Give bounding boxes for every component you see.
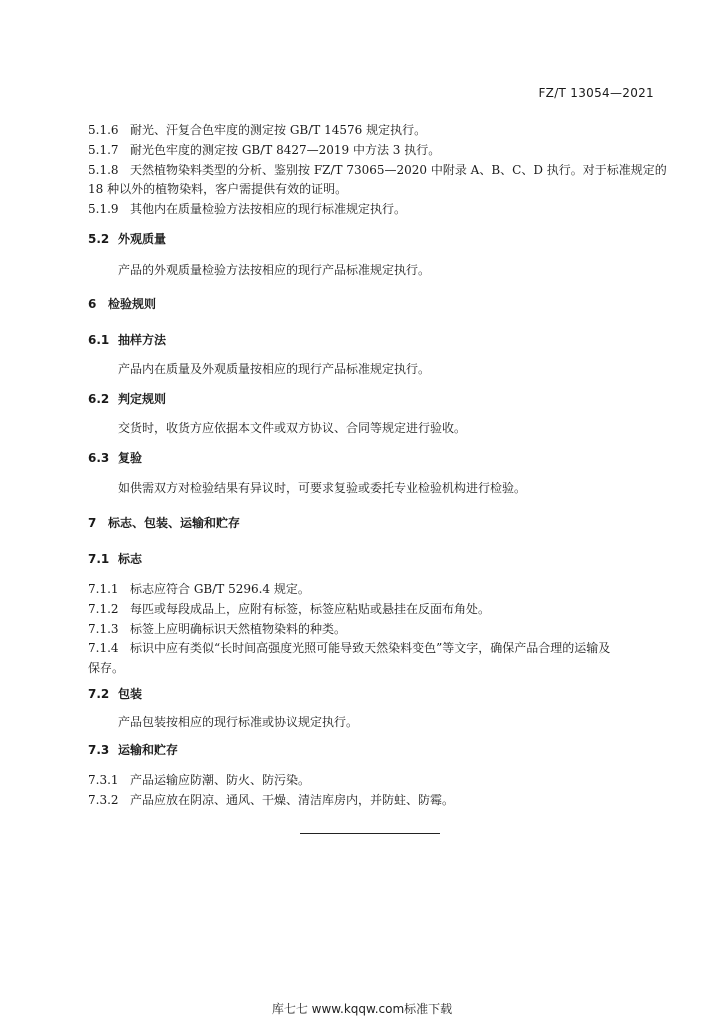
heading-5-2 (88, 232, 166, 246)
clause-5-1-6 (88, 123, 426, 137)
clause-number: 5.1.9 (88, 202, 119, 216)
clause-text: 标识中应有类似“长时间高强度光照可能导致天然染料变色”等文字，确保产品合理的运输及 (130, 641, 611, 655)
clause-text: 每匹或每段成品上，应附有标签，标签应粘贴或悬挂在反面布角处。 (130, 602, 491, 616)
heading-7-2 (88, 687, 142, 701)
heading-number: 6.3 (88, 451, 110, 465)
clause-5-1-9 (88, 202, 406, 216)
heading-text: 抽样方法 (118, 333, 167, 347)
heading-number: 6.1 (88, 333, 110, 347)
clause-number: 7.3.2 (88, 793, 119, 807)
heading-6-1 (88, 333, 166, 347)
heading-6-3 (88, 451, 142, 465)
clause-text: 产品运输应防潮、防火、防污染。 (130, 773, 311, 787)
clause-text: 标签上应明确标识天然植物染料的种类。 (130, 622, 347, 636)
paragraph-6-3: 如供需双方对检验结果有异议时，可要求复验或委托专业检验机构进行检验。 (118, 481, 527, 495)
heading-text: 标志 (118, 552, 143, 566)
paragraph-7-2: 产品包装按相应的现行标准或协议规定执行。 (118, 715, 359, 729)
clause-number: 7.1.3 (88, 622, 119, 636)
end-rule (300, 833, 440, 834)
clause-text: 标志应符合 GB/T 5296.4 规定。 (130, 582, 310, 596)
clause-5-1-8-continuation: 18 种以外的植物染料，客户需提供有效的证明。 (88, 182, 348, 196)
clause-number: 7.1.2 (88, 602, 119, 616)
clause-7-1-4-continuation: 保存。 (88, 661, 125, 675)
clause-text: 其他内在质量检验方法按相应的现行标准规定执行。 (130, 202, 407, 216)
clause-7-1-1 (88, 582, 310, 596)
heading-number: 7.2 (88, 687, 110, 701)
clause-text: 产品应放在阴凉、通风、干燥、清洁库房内，并防蛀、防霉。 (130, 793, 455, 807)
paragraph-6-1: 产品内在质量及外观质量按相应的现行产品标准规定执行。 (118, 362, 431, 376)
heading-number: 6.2 (88, 392, 110, 406)
clause-7-1-3 (88, 622, 346, 636)
clause-number: 5.1.8 (88, 163, 119, 177)
heading-text: 复验 (118, 451, 143, 465)
heading-7-3 (88, 743, 178, 757)
clause-number: 7.1.4 (88, 641, 119, 655)
footer-watermark[interactable]: 库七七 www.kqqw.com标准下载 (271, 1002, 453, 1016)
heading-number: 5.2 (88, 232, 110, 246)
heading-text: 标志、包装、运输和贮存 (108, 516, 241, 530)
heading-6-2 (88, 392, 166, 406)
heading-text: 包装 (118, 687, 143, 701)
clause-text: 耐光色牢度的测定按 GB/T 8427—2019 中方法 3 执行。 (130, 143, 441, 157)
heading-7-1 (88, 552, 142, 566)
heading-text: 判定规则 (118, 392, 167, 406)
heading-7 (88, 516, 240, 530)
paragraph-6-2: 交货时，收货方应依据本文件或双方协议、合同等规定进行验收。 (118, 421, 467, 435)
document-code: FZ/T 13054—2021 (538, 86, 654, 100)
clause-5-1-7 (88, 143, 440, 157)
clause-7-1-2 (88, 602, 490, 616)
heading-number: 7 (88, 516, 97, 530)
heading-6 (88, 297, 156, 311)
clause-text: 天然植物染料类型的分析、鉴别按 FZ/T 73065—2020 中附录 A、B、C、D 执行。对于标准规定的 (130, 163, 667, 177)
heading-number: 7.3 (88, 743, 110, 757)
clause-number: 5.1.7 (88, 143, 119, 157)
clause-5-1-8 (88, 163, 667, 177)
heading-number: 7.1 (88, 552, 110, 566)
heading-text: 检验规则 (108, 297, 157, 311)
clause-7-1-4 (88, 641, 610, 655)
heading-text: 外观质量 (118, 232, 167, 246)
clause-text: 耐光、汗复合色牢度的测定按 GB/T 14576 规定执行。 (130, 123, 427, 137)
clause-7-3-2 (88, 793, 454, 807)
clause-number: 7.3.1 (88, 773, 119, 787)
clause-7-3-1 (88, 773, 310, 787)
clause-number: 7.1.1 (88, 582, 119, 596)
heading-text: 运输和贮存 (118, 743, 179, 757)
heading-number: 6 (88, 297, 97, 311)
paragraph-5-2: 产品的外观质量检验方法按相应的现行产品标准规定执行。 (118, 263, 431, 277)
clause-number: 5.1.6 (88, 123, 119, 137)
